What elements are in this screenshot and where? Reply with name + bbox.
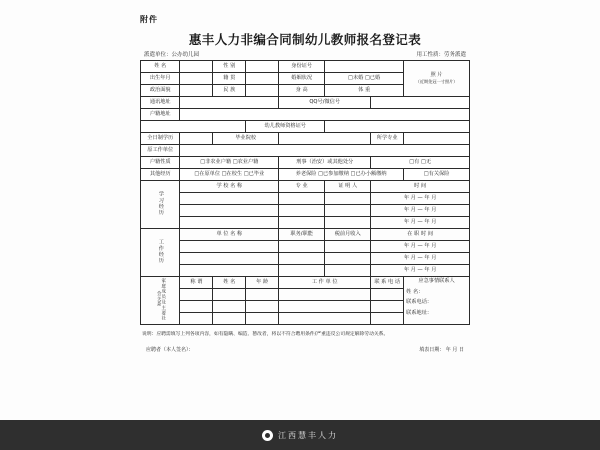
cell-name-value[interactable] [180,61,213,73]
family-cell-employer[interactable] [279,289,371,301]
family-cell-relation[interactable] [180,301,213,313]
cell-blank-left[interactable] [141,121,246,133]
family-header-employer: 工 作 单 位 [279,277,371,289]
work-cell-position[interactable] [279,241,325,253]
table-row [141,205,470,217]
work-cell-time[interactable]: 年 月 — 年 月 [371,253,470,265]
registration-form-table [140,60,470,325]
footer-bar [0,420,600,450]
family-header-phone: 联 系 电 话 [371,277,404,289]
cell-name-label: 姓 名 [141,61,180,73]
edu-cell-time[interactable]: 年 月 — 年 月 [371,193,470,205]
table-row [141,241,470,253]
emergency-contact-block[interactable] [404,277,470,325]
table-row [141,253,470,265]
cell-household-value[interactable] [180,109,470,121]
family-cell-name[interactable] [213,289,246,301]
table-row [141,277,470,289]
cell-ethnic-label: 民 族 [213,85,246,97]
cell-birth-label: 出生年月 [141,73,180,85]
cell-penalty-label: 刑事（治安）或其他处分 [279,157,371,169]
table-row [141,181,470,193]
table-row [141,229,470,241]
cell-household-type-label: 户籍性质 [141,157,180,169]
signature-row [140,346,470,353]
cell-education-value[interactable] [180,133,213,145]
cell-gender-label: 性 别 [213,61,246,73]
table-row [141,157,470,169]
work-cell-income[interactable] [325,253,371,265]
edu-cell-time[interactable]: 年 月 — 年 月 [371,205,470,217]
cell-qq-label: QQ号/微信号 [279,97,371,109]
family-cell-name[interactable] [213,313,246,325]
work-cell-company[interactable] [180,241,279,253]
family-cell-age[interactable] [246,313,279,325]
family-cell-phone[interactable] [371,313,404,325]
work-header-position: 职务/职能 [279,229,325,241]
fill-date-label[interactable]: 填表日期： 年 月 日 [419,347,464,353]
cell-idcard-value[interactable] [325,61,404,73]
edu-cell-school[interactable] [180,205,279,217]
work-cell-income[interactable] [325,265,371,277]
table-row [141,169,470,181]
emergency-contact-address[interactable]: 联系地址： [406,309,433,316]
cell-school-value[interactable] [279,133,371,145]
edu-cell-school[interactable] [180,193,279,205]
family-cell-relation[interactable] [180,289,213,301]
cell-insurance-options[interactable]: 养老保险 □已参加缴纳 □已办小额缴纳 [279,169,404,181]
family-section-label: 家庭成员及主要社会关系 [141,277,180,325]
cell-prev-employer-label: 原工作单位 [141,145,180,157]
footer-brand: 江西慧丰人力 [278,430,338,440]
family-header-relation: 称 谓 [180,277,213,289]
attachment-label: 附件 [140,15,158,24]
edu-cell-referee[interactable] [325,205,371,217]
work-header-time: 在 职 时 间 [371,229,470,241]
work-cell-time[interactable]: 年 月 — 年 月 [371,241,470,253]
cell-hometown-label: 籍 贯 [213,73,246,85]
edu-cell-referee[interactable] [325,193,371,205]
cell-penalty-options[interactable]: □有 □无 [371,157,470,169]
work-header-income: 税前月收入 [325,229,371,241]
cell-political-label: 政治面貌 [141,85,180,97]
cell-school-label: 毕业院校 [213,133,279,145]
work-cell-position[interactable] [279,253,325,265]
cell-teacher-cert-label: 幼儿教师资格证号 [246,121,325,133]
cell-insurance-extra[interactable]: □有关保险 [404,169,470,181]
family-cell-phone[interactable] [371,301,404,313]
emergency-contact-name[interactable]: 姓 名： [406,288,424,295]
edu-cell-referee[interactable] [325,217,371,229]
edu-cell-time[interactable]: 年 月 — 年 月 [371,217,470,229]
edu-header-referee: 证 明 人 [325,181,371,193]
cell-hometown-value[interactable] [246,73,279,85]
edu-header-school: 学 校 名 称 [180,181,279,193]
page-title: 惠丰人力非编合同制幼儿教师报名登记表 [188,32,422,47]
photo-box: 照 片 （近期免冠一寸照片） [404,61,470,97]
cell-political-value[interactable] [180,85,213,97]
cell-major-label: 所学专业 [371,133,404,145]
table-row [141,121,470,133]
work-cell-company[interactable] [180,253,279,265]
cell-address-label: 通讯地址 [141,97,180,109]
cell-gender-value[interactable] [246,61,279,73]
table-row [141,133,470,145]
edu-section-label: 学习经历 [141,181,180,229]
cell-other-exp-options[interactable]: □在原单位 □在校生 □已毕业 [180,169,279,181]
work-cell-position[interactable] [279,265,325,277]
cell-household-label: 户籍地址 [141,109,180,121]
table-row [141,193,470,205]
family-cell-relation[interactable] [180,313,213,325]
employment-type-label: 用工性质：劳务派遣 [416,52,466,58]
cell-idcard-label: 身份证号 [279,61,325,73]
family-cell-employer[interactable] [279,313,371,325]
edu-cell-major[interactable] [279,205,325,217]
cell-education-label: 全日制学历 [141,133,180,145]
work-cell-company[interactable] [180,265,279,277]
cell-weight-label: 体 重 [325,85,404,97]
table-row [141,145,470,157]
emergency-contact-title: 应急事情联系人 [418,278,455,284]
table-row [141,97,470,109]
cell-address-value[interactable] [180,97,279,109]
family-cell-age[interactable] [246,289,279,301]
cell-height-label: 身 高 [279,85,325,97]
dispatch-unit-label: 派遣单位：公办幼儿园 [144,52,200,58]
cell-major-value[interactable] [404,133,470,145]
table-row [141,109,470,121]
emergency-contact-phone[interactable]: 联系电话： [406,299,433,305]
cell-marital-label: 婚姻状况 [279,73,325,85]
work-header-company: 单 位 名 称 [180,229,279,241]
family-header-age: 年 龄 [246,277,279,289]
cell-birth-value[interactable] [180,73,213,85]
family-cell-employer[interactable] [279,301,371,313]
edu-cell-major[interactable] [279,193,325,205]
edu-header-major: 专 业 [279,181,325,193]
work-section-label: 工作经历 [141,229,180,277]
applicant-signature-label[interactable]: 应聘者（本人签名）： [146,347,194,353]
subtitle-row [140,50,470,58]
cell-qq-value[interactable] [371,97,470,109]
form-notes: 说明：应聘需填写上列各项内容，如有隐瞒、编造、篡改者，将以不符合聘用条件/严重违反公司规定解除劳动关系。 [142,332,389,337]
family-cell-phone[interactable] [371,289,404,301]
cell-prev-employer-value[interactable] [180,145,470,157]
edu-header-time: 时 间 [371,181,470,193]
cell-marital-value[interactable]: □未婚 □已婚 [325,73,404,85]
edu-cell-major[interactable] [279,217,325,229]
table-row [141,265,470,277]
cell-other-exp-label: 其他经历 [141,169,180,181]
family-cell-name[interactable] [213,301,246,313]
edu-cell-school[interactable] [180,217,279,229]
work-cell-income[interactable] [325,241,371,253]
table-row [141,61,470,73]
cell-household-type-options[interactable]: □非农业户籍 □农业户籍 [180,157,279,169]
cell-teacher-cert-value[interactable] [325,121,470,133]
work-cell-time[interactable]: 年 月 — 年 月 [371,265,470,277]
family-cell-age[interactable] [246,301,279,313]
circle-logo-icon [262,430,273,441]
table-row [141,217,470,229]
cell-ethnic-value[interactable] [246,85,279,97]
family-header-name: 姓 名 [213,277,246,289]
